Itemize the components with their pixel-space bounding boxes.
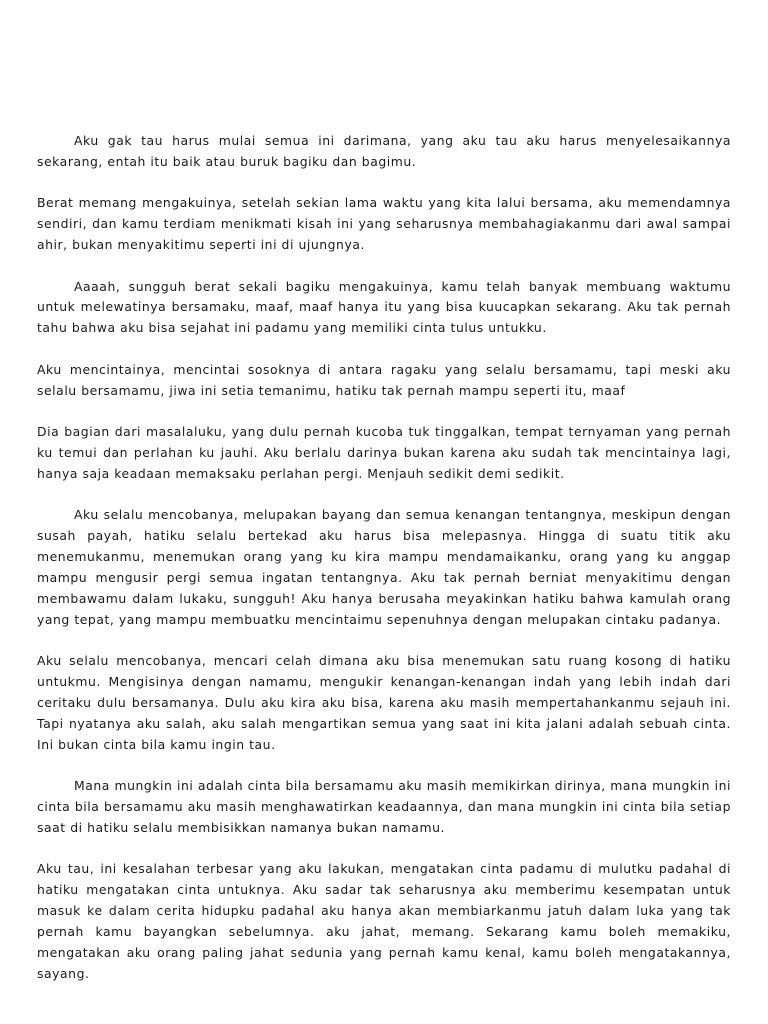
paragraph-4: Aku mencintainya, mencintai sosoknya di antara ragaku yang selalu bersamamu, tapi meski aku selalu bersamamu, jiwa ini setia temanimu, hatiku tak pernah mampu seperti itu, maaf <box>37 361 731 398</box>
paragraph-2: Berat memang mengakuinya, setelah sekian lama waktu yang kita lalui bersama, aku memendamnya sendiri, dan kamu terdiam menikmati kisah ini yang seharusnya membahagiakanmu dari awal sampai ahir, bukan menyakitimu seperti ini di ujungnya. <box>37 195 731 253</box>
paragraph-7: Aku selalu mencobanya, mencari celah dimana aku bisa menemukan satu ruang kosong di hatiku untukmu. Mengisinya dengan namamu, mengukir kenangan-kenangan indah yang lebih indah dari ceritaku dulu bersamanya. Dulu aku kira aku bisa, karena aku masih mempertahankanmu sejauh ini. Tapi nyatanya aku salah, aku salah mengartikan semua yang saat ini kita jalani adalah sebuah cinta. Ini bukan cinta bila kamu ingin tau. <box>37 653 731 752</box>
document-page <box>37 131 731 1005</box>
paragraph-6: Aku selalu mencobanya, melupakan bayang dan semua kenangan tentangnya, meskipun dengan susah payah, hatiku selalu bertekad aku harus bisa melepasnya. Hingga di suatu titik aku menemukanmu, menemukan orang yang ku kira mampu mendamaikanku, orang yang ku anggap mampu mengusir pergi semua ingatan tentangnya. Aku tak pernah berniat menyakitimu dengan membawamu dalam lukaku, sungguh! Aku hanya berusaha meyakinkan hatiku bahwa kamulah orang yang tepat, yang mampu membuatku mencintaimu sepenuhnya dengan melupakan cintaku padanya. <box>37 507 731 627</box>
paragraph-1: Aku gak tau harus mulai semua ini darimana, yang aku tau aku harus menyelesaikannya sekarang, entah itu baik atau buruk bagiku dan bagimu. <box>37 133 731 169</box>
paragraph-9: Aku tau, ini kesalahan terbesar yang aku lakukan, mengatakan cinta padamu di mulutku padahal di hatiku mengatakan cinta untuknya. Aku sadar tak seharusnya aku memberimu kesempatan untuk masuk ke dalam cerita hidupku padahal aku hanya akan membiarkanmu jatuh dalam luka yang tak pernah kamu bayangkan sebelumnya. aku jahat, memang. Sekarang kamu boleh memakiku, mengatakan aku orang paling jahat sedunia yang pernah kamu kenal, kamu boleh mengatakannya, sayang. <box>37 861 731 981</box>
paragraph-3: Aaaah, sungguh berat sekali bagiku mengakuinya, kamu telah banyak membuang waktumu untuk melewatinya bersamaku, maaf, maaf hanya itu yang bisa kuucapkan sekarang. Aku tak pernah tahu bahwa aku bisa sejahat ini padamu yang memiliki cinta tulus untukku. <box>37 278 731 336</box>
paragraph-8: Mana mungkin ini adalah cinta bila bersamamu aku masih memikirkan dirinya, mana mungkin ini cinta bila bersamamu aku masih menghawatirkan keadaannya, dan mana mungkin ini cinta bila setiap saat di hatiku selalu membisikkan namanya bukan namamu. <box>37 778 731 836</box>
paragraph-5: Dia bagian dari masalaluku, yang dulu pernah kucoba tuk tinggalkan, tempat ternyaman yang pernah ku temui dan perlahan ku jauhi. Aku berlalu darinya bukan karena aku sudah tak mencintainya lagi, hanya saja keadaan memaksaku perlahan pergi. Menjauh sedikit demi sedikit. <box>37 424 731 481</box>
